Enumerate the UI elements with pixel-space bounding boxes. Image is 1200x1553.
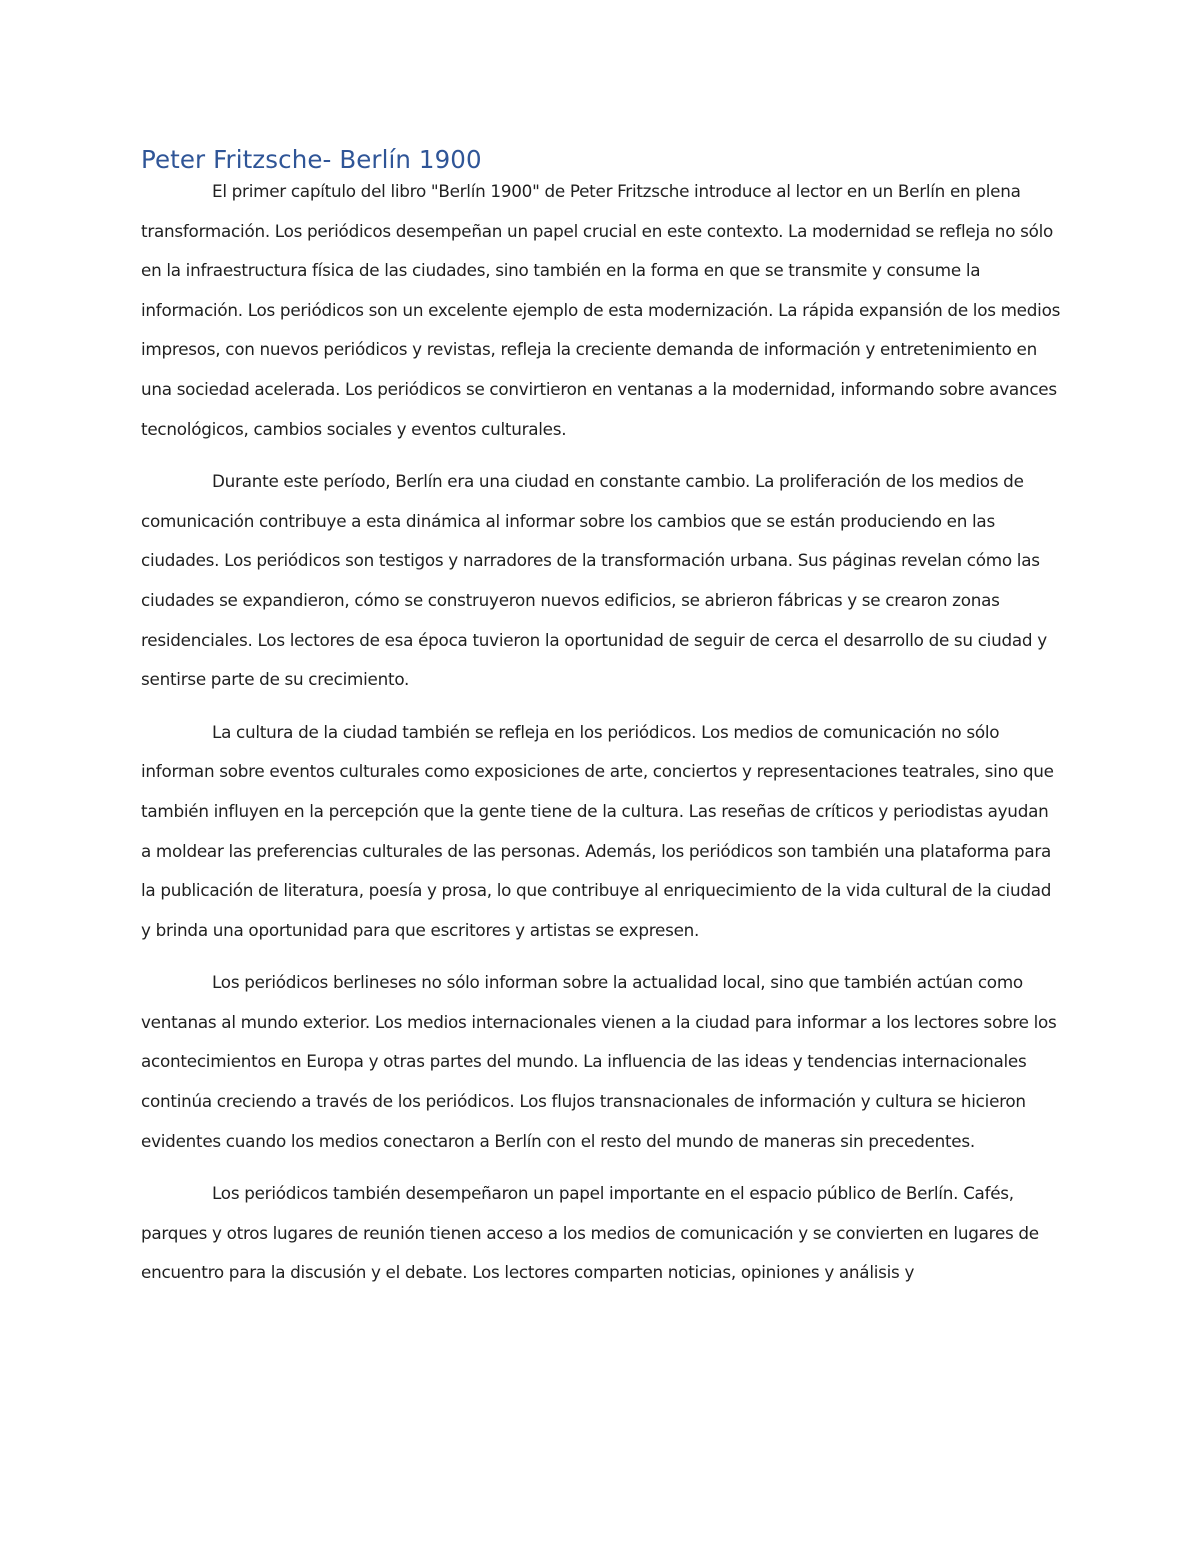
paragraph-4: Los periódicos berlineses no sólo informan sobre la actualidad local, sino que también actúan como ventanas al mundo exterior. Los medios internacionales vienen a la ciudad para informar a los lectores sobre los acontecimientos en Europa y otras partes del mundo. La influencia de las ideas y tendencias internacionales continúa creciendo a través de los periódicos. Los flujos transnacionales de información y cultura se hicieron evidentes cuando los medios conectaron a Berlín con el resto del mundo de maneras sin precedentes. xyxy=(141,972,1057,1151)
document-body xyxy=(141,140,1061,1306)
paragraph-2: Durante este período, Berlín era una ciudad en constante cambio. La proliferación de los medios de comunicación contribuye a esta dinámica al informar sobre los cambios que se están produciendo en las ciudades. Los periódicos son testigos y narradores de la transformación urbana. Sus páginas revelan cómo las ciudades se expandieron, cómo se construyeron nuevos edificios, se abrieron fábricas y se crearon zonas residenciales. Los lectores de esa época tuvieron la oportunidad de seguir de cerca el desarrollo de su ciudad y sentirse parte de su crecimiento. xyxy=(141,471,1047,690)
paragraph-3: La cultura de la ciudad también se refleja en los periódicos. Los medios de comunicación no sólo informan sobre eventos culturales como exposiciones de arte, conciertos y representaciones teatrales, sino que también influyen en la percepción que la gente tiene de la cultura. Las reseñas de críticos y periodistas ayudan a moldear las preferencias culturales de las personas. Además, los periódicos son también una plataforma para la publicación de literatura, poesía y prosa, lo que contribuye al enriquecimiento de la vida cultural de la ciudad y brinda una oportunidad para que escritores y artistas se expresen. xyxy=(141,721,1054,940)
paragraph-5: Los periódicos también desempeñaron un papel importante en el espacio público de Berlín. Cafés, parques y otros lugares de reunión tienen acceso a los medios de comunicación y se convierten en lugares de encuentro para la discusión y el debate. Los lectores comparten noticias, opiniones y análisis y xyxy=(141,1183,1039,1283)
document-title: Peter Fritzsche- Berlín 1900 xyxy=(141,145,482,174)
paragraph-1: El primer capítulo del libro "Berlín 1900" de Peter Fritzsche introduce al lector en un Berlín en plena transformación. Los periódicos desempeñan un papel crucial en este contexto. La modernidad se refleja no sólo en la infraestructura física de las ciudades, sino también en la forma en que se transmite y consume la información. Los periódicos son un excelente ejemplo de esta modernización. La rápida expansión de los medios impresos, con nuevos periódicos y revistas, refleja la creciente demanda de información y entretenimiento en una sociedad acelerada. Los periódicos se convirtieron en ventanas a la modernidad, informando sobre avances tecnológicos, cambios sociales y eventos culturales. xyxy=(141,181,1061,439)
